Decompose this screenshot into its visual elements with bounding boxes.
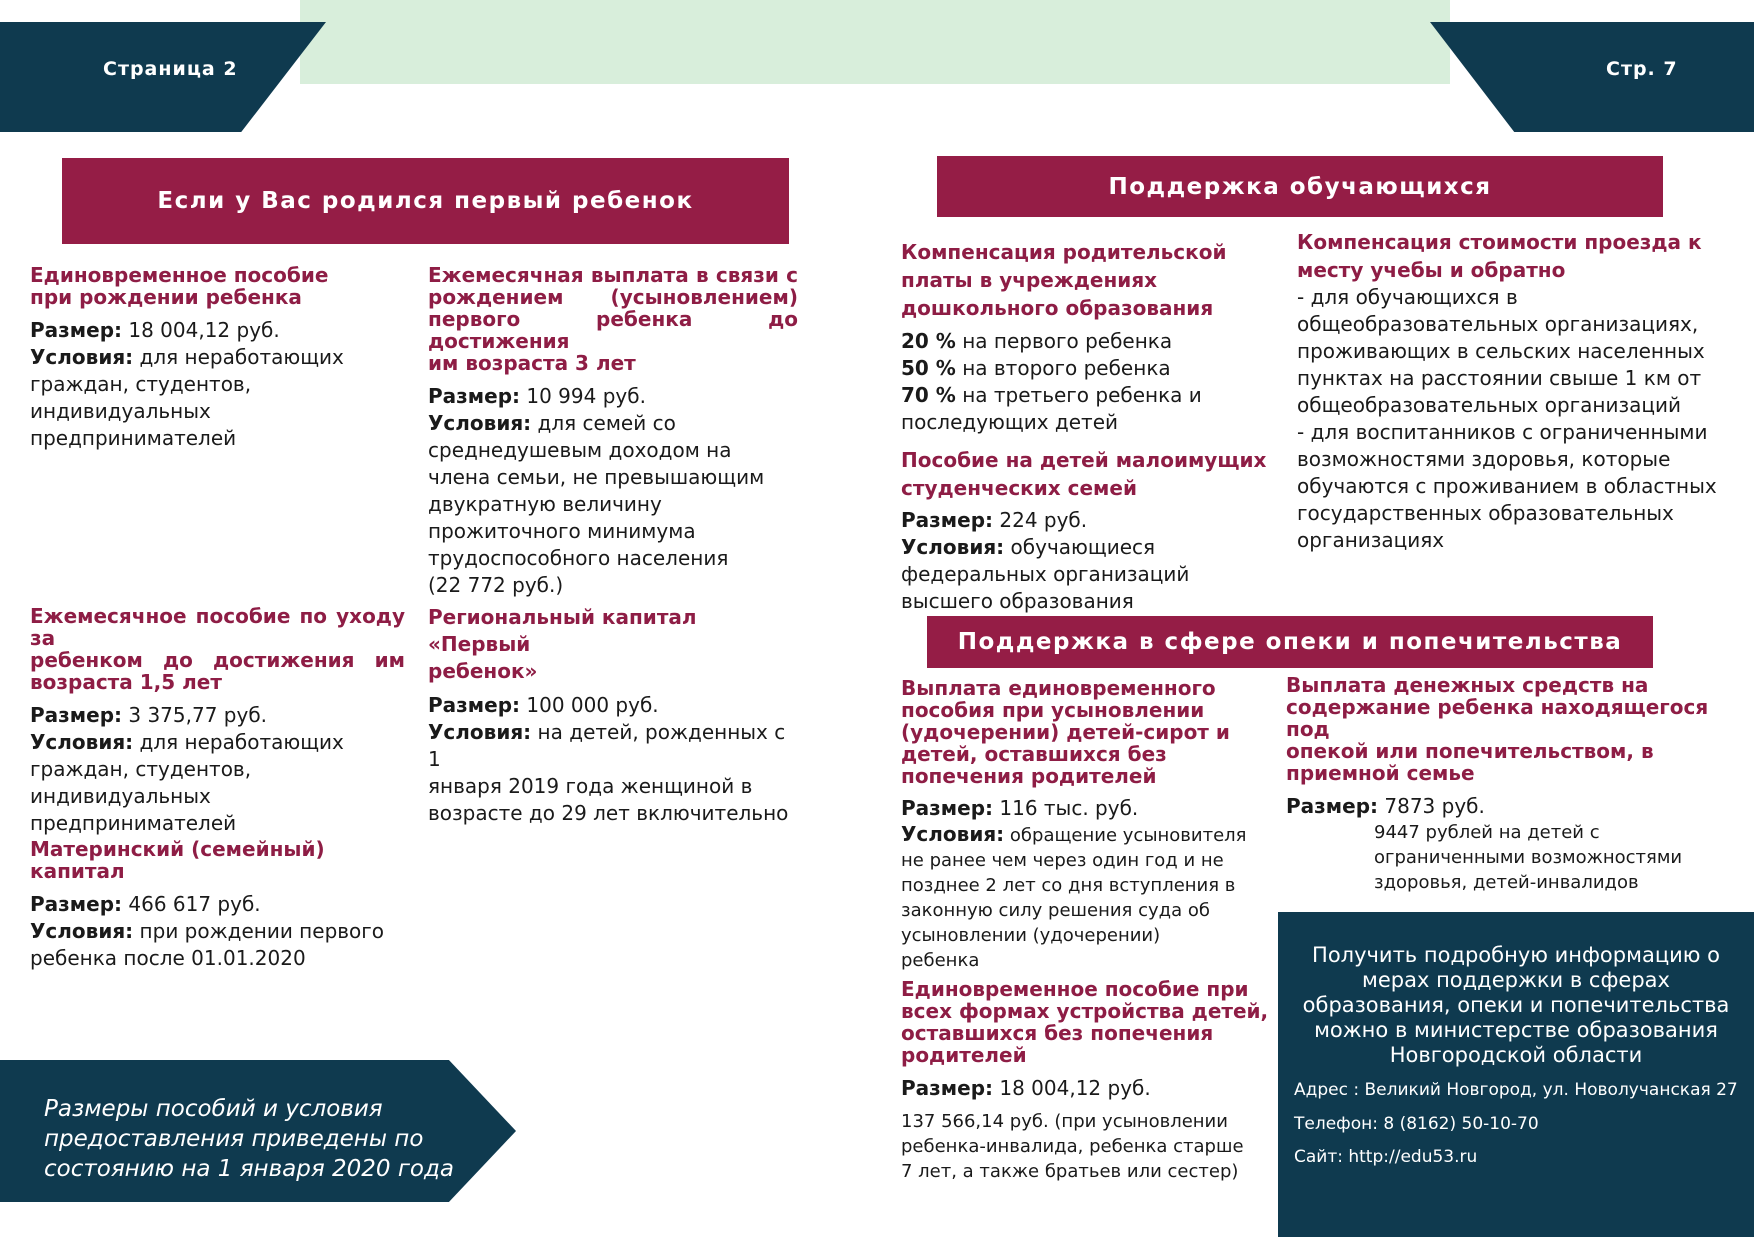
benefit-size: Размер: 7873 руб. xyxy=(1286,794,1485,818)
benefit-title: Ежемесячная выплата в связи с xyxy=(428,263,798,287)
rate-third-child: 70 % на третьего ребенка и последующих детей xyxy=(901,383,1202,434)
note-text: Размеры пособий и условия предоставления приведены по состоянию на 1 января 2020 года xyxy=(44,1096,454,1182)
benefit-title: Компенсация стоимости проезда к месту учебы и обратно xyxy=(1297,230,1702,282)
benefit-title: Единовременное пособие при рождении ребенка xyxy=(30,263,329,309)
benefit-title: Региональный капитал «Первый ребенок» xyxy=(428,605,697,683)
benefit-conditions: Условия: для семей со среднедушевым доходом на члена семьи, не превышающим двукратную величину прожиточного минимума трудоспособного населения (22 772 руб.) xyxy=(428,411,765,597)
benefit-size: Размер: 3 375,77 руб. xyxy=(30,703,268,727)
benefit-monthly-first-child: Ежемесячная выплата в связи с рождением (усыновлением) первого ребенка до достижения им возраста 3 лет Размер: 10 994 руб. Условия: для семей со среднедушевым доходом на члена семьи, не превышающим двукратную величину прожиточного минимума трудоспособного населения (22 772 руб.) xyxy=(428,263,798,597)
header-band xyxy=(300,0,1450,84)
benefit-adoption-lump-sum xyxy=(901,677,1281,973)
benefit-lump-sum-birth xyxy=(30,264,410,452)
benefit-conditions: Условия: на детей, рожденных с 1 января 2019 года женщиной в возрасте до 29 лет включительно xyxy=(428,720,789,825)
benefit-title: Ежемесячное пособие по уходу за xyxy=(30,604,405,650)
section-banner-guardianship: Поддержка в сфере опеки и попечительства xyxy=(927,616,1653,668)
contact-site: Сайт: http://edu53.ru xyxy=(1294,1147,1478,1167)
contact-phone: Телефон: 8 (8162) 50-10-70 xyxy=(1294,1114,1539,1134)
benefit-title: Материнский (семейный) капитал xyxy=(30,837,325,883)
benefit-size: Размер: 100 000 руб. xyxy=(428,693,659,717)
benefit-description: - для обучающихся в общеобразовательных организациях, проживающих в сельских населенных пунктах на расстоянии свыше 1 км от общеобразовательных организаций - для воспитанников с ограниченными возможностями здоровья, которые обучаются с проживанием в областных государственных образовательных организациях xyxy=(1297,285,1717,552)
benefit-foster-care-payment xyxy=(1286,674,1746,895)
rate-first-child: 20 % на первого ребенка xyxy=(901,329,1173,353)
benefit-title: Выплата единовременного пособия при усыновлении (удочерении) детей-сирот и детей, оставшихся без попечения родителей xyxy=(901,676,1230,788)
benefit-extra: 9447 рублей на детей с ограниченными возможностями здоровья, детей-инвалидов xyxy=(1374,822,1683,893)
benefit-size: Размер: 18 004,12 руб. xyxy=(901,1076,1151,1100)
benefit-extra: 137 566,14 руб. (при усыновлении ребенка-инвалида, ребенка старше 7 лет, а также братьев или сестер) xyxy=(901,1111,1244,1182)
benefit-size: Размер: 10 994 руб. xyxy=(428,384,646,408)
benefit-childcare-1-5: Ежемесячное пособие по уходу за ребенком до достижения им возраста 1,5 лет Размер: 3 375,77 руб. Условия: для неработающих граждан, студентов, индивидуальных предпринимателей xyxy=(30,604,405,835)
benefit-maternity-capital xyxy=(30,838,420,972)
benefit-size: Размер: 116 тыс. руб. xyxy=(901,796,1139,820)
section-banner-students: Поддержка обучающихся xyxy=(937,156,1663,217)
benefit-title: Выплата денежных средств на содержание ребенка находящегося под опекой или попечительством, в приемной семье xyxy=(1286,673,1709,785)
benefit-preschool-compensation xyxy=(901,238,1281,436)
benefit-travel-compensation xyxy=(1297,228,1737,554)
benefit-conditions: Условия: обращение усыновителя не ранее чем через один год и не позднее 2 лет со дня вступления в законную силу решения суда об усыновлении (удочерении) ребенка xyxy=(901,822,1247,971)
page-tab-right xyxy=(1430,22,1754,132)
benefit-student-families xyxy=(901,446,1281,615)
benefit-title: Компенсация родительской платы в учреждениях дошкольного образования xyxy=(901,240,1227,320)
page-number-right: Стр. 7 xyxy=(1606,58,1678,80)
section-banner-first-child: Если у Вас родился первый ребенок xyxy=(62,158,789,244)
contact-info-text: Получить подробную информацию о мерах поддержки в сферах образования, опеки и попечительства можно в министерстве образования Новгородской области xyxy=(1302,943,1730,1067)
benefit-size: Размер: 18 004,12 руб. xyxy=(30,318,280,342)
benefit-size: Размер: 466 617 руб. xyxy=(30,892,261,916)
benefit-conditions: Условия: для неработающих граждан, студентов, индивидуальных предпринимателей xyxy=(30,730,344,835)
benefit-title: Пособие на детей малоимущих студенческих семей xyxy=(901,448,1267,500)
benefit-conditions: Условия: обучающиеся федеральных организаций высшего образования xyxy=(901,535,1190,613)
benefit-regional-capital xyxy=(428,604,798,827)
benefit-placement-lump-sum xyxy=(901,978,1281,1184)
benefit-title: Единовременное пособие при всех формах устройства детей, оставшихся без попечения родителей xyxy=(901,977,1269,1067)
benefit-conditions: Условия: для неработающих граждан, студентов, индивидуальных предпринимателей xyxy=(30,345,344,450)
page-number-left: Страница 2 xyxy=(103,58,238,80)
rate-second-child: 50 % на второго ребенка xyxy=(901,356,1171,380)
benefit-size: Размер: 224 руб. xyxy=(901,508,1088,532)
benefit-conditions: Условия: при рождении первого ребенка после 01.01.2020 xyxy=(30,919,385,970)
contact-address: Адрес : Великий Новгород, ул. Новолучанская 27 xyxy=(1294,1080,1738,1100)
